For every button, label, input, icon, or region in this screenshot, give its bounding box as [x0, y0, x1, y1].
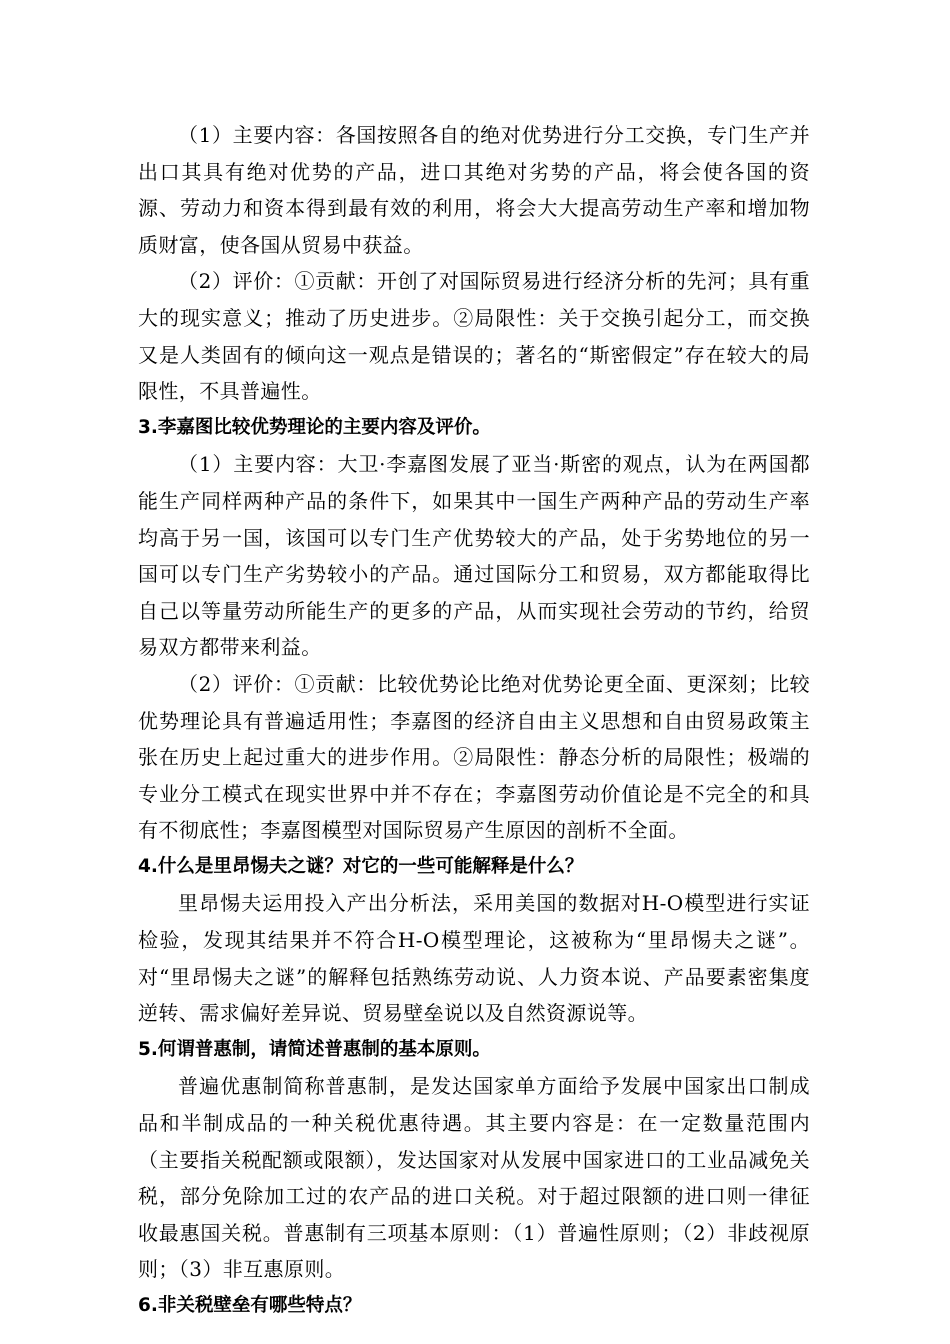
comparative-advantage-content: （1）主要内容：大卫·李嘉图发展了亚当·斯密的观点，认为在两国都能生产同样两种产品的条件下，如果其中一国生产两种产品的劳动生产率均高于另一国，该国可以专门生产优势较大的产品，处于劣势地位的另一国可以专门生产劣势较小的产品。通过国际分工和贸易，双方都能取得比自己以等量劳动所能生产的更多的产品，从而实现社会劳动的节约，给贸易双方都带来利益。 — [138, 452, 810, 660]
gsp-answer: 普遍优惠制简称普惠制，是发达国家单方面给予发展中国家出口制成品和半制成品的一种关税优惠待遇。其主要内容是：在一定数量范围内（主要指关税配额或限额），发达国家对从发展中国家进口的工业品减免关税，部分免除加工过的农产品的进口关税。对于超过限额的进口则一律征收最惠国关税。普惠制有三项基本原则：（1）普遍性原则；（2）非歧视原则；（3）非互惠原则。 — [138, 1074, 810, 1282]
question-5-heading: 5.何谓普惠制，请简述普惠制的基本原则。 — [138, 1038, 491, 1060]
absolute-advantage-content: （1）主要内容：各国按照各自的绝对优势进行分工交换，专门生产并出口其具有绝对优势的产品，进口其绝对劣势的产品，将会使各国的资源、劳动力和资本得到最有效的利用，将会大大提高劳动生产率和增加物质财富，使各国从贸易中获益。 — [138, 123, 810, 257]
question-3-heading: 3.李嘉图比较优势理论的主要内容及评价。 — [138, 416, 491, 438]
leontief-paradox-answer: 里昂惕夫运用投入产出分析法，采用美国的数据对H-O模型进行实证检验，发现其结果并不符合H-O模型理论，这被称为“里昂惕夫之谜”。对“里昂惕夫之谜”的解释包括熟练劳动说、人力资本说、产品要素密集度逆转、需求偏好差异说、贸易壁垒说以及自然资源说等。 — [138, 891, 810, 1026]
comparative-advantage-evaluation: （2）评价：①贡献：比较优势论比绝对优势论更全面、更深刻；比较优势理论具有普遍适用性；李嘉图的经济自由主义思想和自由贸易政策主张在历史上起过重大的进步作用。②局限性：静态分析的局限性；极端的专业分工模式在现实世界中并不存在；李嘉图劳动价值论是不完全的和具有不彻底性；李嘉图模型对国际贸易产生原因的剖析不全面。 — [138, 671, 810, 843]
question-6-heading: 6.非关税壁垒有哪些特点？ — [138, 1295, 362, 1316]
question-4-heading: 4.什么是里昂惕夫之谜？对它的一些可能解释是什么？ — [138, 855, 584, 877]
absolute-advantage-evaluation: （2）评价：①贡献：开创了对国际贸易进行经济分析的先河；具有重大的现实意义；推动了历史进步。②局限性：关于交换引起分工，而交换又是人类固有的倾向这一观点是错误的；著名的“斯密假定”存在较大的局限性，不具普遍性。 — [138, 269, 810, 404]
document-body — [138, 117, 810, 1325]
